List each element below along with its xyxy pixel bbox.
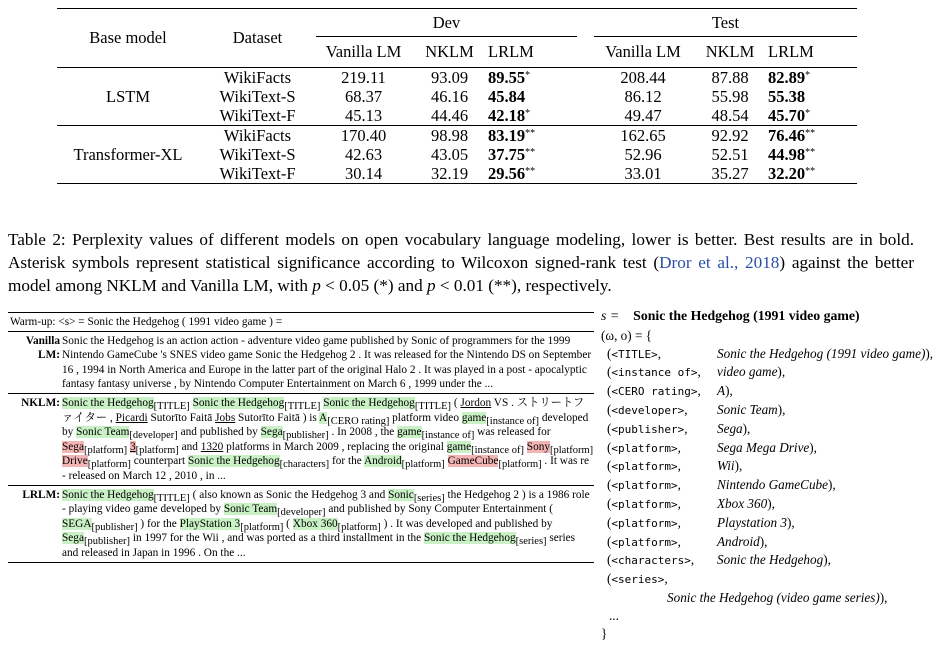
caption-text-1: Table 2: Perplexity values of different models on open vocabulary language modeling, lower is better. Best results are in bold. Asterisk symbols represent statistical significance according to Wilcoxon signed-rank test ( xyxy=(8,230,914,272)
significance-mark: ** xyxy=(525,147,536,158)
subject-line xyxy=(601,307,919,325)
relation-tag: [characters] xyxy=(279,459,330,471)
knowledge-base-panel xyxy=(601,307,933,642)
test-value-cell xyxy=(692,126,768,145)
dev-value-cell xyxy=(411,87,488,106)
relation-tag: [series] xyxy=(515,536,547,548)
example-label: NKLM: xyxy=(21,396,60,409)
test-value-cell xyxy=(692,164,768,183)
relation-tag: [publisher] xyxy=(282,430,329,442)
value: 32.19 xyxy=(430,164,469,183)
entity-span: game xyxy=(461,411,487,424)
header-dataset: Dataset xyxy=(232,28,283,47)
relation-tag: [platform] xyxy=(83,444,128,456)
value: 46.16 xyxy=(430,87,469,106)
generation-examples xyxy=(8,312,594,563)
text-span: Sutorīto Faitā ) is xyxy=(235,411,320,424)
example-text xyxy=(61,488,594,561)
entity-span: Jobs xyxy=(215,411,236,424)
relation-object: Sonic the Hedgehog xyxy=(717,552,824,568)
relation-object: video game xyxy=(717,364,778,380)
relation-object: Nintendo GameCube xyxy=(717,477,828,493)
series-relation: (<series>, xyxy=(607,571,668,587)
entity-span: Sonic the Hedgehog xyxy=(424,532,516,545)
header-dev: Dev xyxy=(316,9,577,37)
dataset-cell: WikiFacts xyxy=(223,126,292,145)
dev-value-cell xyxy=(411,126,488,145)
relation-cell: (<CERO rating>, xyxy=(607,383,701,399)
entity-span: Sega xyxy=(260,426,283,439)
relation-row: (<platform>, Android), xyxy=(601,533,919,552)
model-cell xyxy=(57,164,199,183)
value: 55.98 xyxy=(711,87,749,106)
header-dev-nklm: NKLM xyxy=(425,42,474,61)
caption-text-4: < 0.01 (**), respectively. xyxy=(435,276,612,295)
value: 44.98 xyxy=(768,145,806,164)
relation-tag: [platform] xyxy=(401,459,445,471)
relation-row: (<platform>, Wii), xyxy=(601,457,919,476)
entity-span: A xyxy=(319,411,328,424)
relation-tag: [platform] xyxy=(240,521,284,533)
dev-value-cell xyxy=(316,106,411,126)
relation-name: <developer> xyxy=(611,403,685,417)
relation-tag: [platform] xyxy=(87,459,131,471)
dev-value-cell xyxy=(411,164,488,183)
entity-span: 1320 xyxy=(200,440,224,453)
relation-tag: [publisher] xyxy=(83,536,131,548)
test-value-cell xyxy=(594,87,692,106)
table-row xyxy=(57,87,857,106)
text-span: and published by xyxy=(177,426,261,439)
test-value-cell xyxy=(594,68,692,87)
text-span: Sutorīto Faitā xyxy=(147,411,216,424)
relation-tag: [CERO rating] xyxy=(327,415,390,427)
relation-name: <instance of> xyxy=(611,366,698,380)
relation-object: Playstation 3 xyxy=(717,514,787,530)
table-caption xyxy=(8,228,914,297)
dataset-cell: WikiFacts xyxy=(223,68,292,87)
entity-span: Picardi xyxy=(115,411,148,424)
relation-cell: (<platform>, xyxy=(607,477,681,493)
value: 170.40 xyxy=(340,126,387,145)
dev-value-cell xyxy=(411,145,488,164)
text-span: ( xyxy=(283,517,293,530)
relation-tag: [developer] xyxy=(277,507,326,519)
test-value-cell xyxy=(768,68,857,87)
relation-name: <series> xyxy=(611,573,665,587)
dev-value-cell xyxy=(488,87,577,106)
value: 30.14 xyxy=(344,164,383,183)
value: 49.47 xyxy=(624,106,662,125)
table-row xyxy=(57,106,857,126)
model-cell xyxy=(57,106,199,126)
citation-link[interactable]: Dror et al., 2018 xyxy=(659,253,780,272)
entity-span: Sonic the Hedgehog xyxy=(62,396,154,409)
relation-cell: (<publisher>, xyxy=(607,420,688,436)
table-row xyxy=(57,68,857,87)
relation-row: (<publisher>, Sega), xyxy=(601,420,919,439)
relation-tag: [platform] xyxy=(337,521,381,533)
entity-span: PlayStation 3 xyxy=(179,517,241,530)
relation-name: <platform> xyxy=(611,460,678,474)
dev-value-cell xyxy=(488,145,577,164)
test-value-cell xyxy=(594,164,692,183)
text-span: in 1997 for the Wii , and was ported as a third installment in the xyxy=(130,532,424,545)
table-row xyxy=(57,164,857,183)
text-span: and published by Sony Computer Entertainment ( xyxy=(325,503,554,516)
entity-span: Sonic the Hedgehog xyxy=(187,455,280,468)
value: 82.89 xyxy=(768,68,806,87)
header-test-vanilla: Vanilla LM xyxy=(605,42,681,61)
value: 44.46 xyxy=(430,106,469,125)
relation-tag: [instance of] xyxy=(486,415,540,427)
entity-span: Drive xyxy=(62,455,88,468)
relation-name: <CERO rating> xyxy=(611,385,698,399)
test-value-cell xyxy=(768,106,857,126)
entity-span: Sonic Team xyxy=(76,426,130,439)
series-object: Sonic the Hedgehog (video game series)), xyxy=(667,589,888,605)
relation-object: Xbox 360 xyxy=(717,495,768,511)
model-cell: LSTM xyxy=(105,87,150,106)
entity-span: 3 xyxy=(129,440,136,453)
entity-span: Sega xyxy=(62,532,84,545)
relation-name: <platform> xyxy=(611,441,678,455)
relation-tag: [series] xyxy=(413,492,445,504)
caption-text-3: < 0.05 (*) and xyxy=(320,276,427,295)
relation-cell: (<platform>, xyxy=(607,495,681,511)
test-value-cell xyxy=(692,87,768,106)
test-value-cell xyxy=(594,126,692,145)
model-cell xyxy=(57,68,199,87)
text-span: ) for the xyxy=(137,517,180,530)
entity-span: Sonic the Hedgehog xyxy=(323,396,415,409)
value: 52.51 xyxy=(711,145,749,164)
value: 55.38 xyxy=(768,87,806,106)
value: 45.84 xyxy=(488,87,526,106)
significance-mark: * xyxy=(525,108,531,119)
entity-span: Sega xyxy=(62,440,84,453)
header-test-nklm: NKLM xyxy=(705,42,755,61)
value: 98.98 xyxy=(430,126,469,145)
relation-cell: (<TITLE>, xyxy=(607,345,662,361)
relation-tag: [developer] xyxy=(129,430,178,442)
dev-value-cell xyxy=(411,106,488,126)
test-value-cell xyxy=(594,145,692,164)
relation-tag: [TITLE] xyxy=(153,492,190,504)
dev-value-cell xyxy=(488,164,577,183)
test-value-cell xyxy=(768,87,857,106)
results-table xyxy=(57,8,857,184)
text-span: ( xyxy=(451,396,461,409)
relation-row: (<CERO rating>, A), xyxy=(601,382,919,401)
dev-value-cell xyxy=(316,87,411,106)
relation-row: (<instance of>, video game), xyxy=(601,363,919,382)
significance-mark: * xyxy=(805,70,811,81)
dev-value-cell xyxy=(316,145,411,164)
test-value-cell xyxy=(692,106,768,126)
relation-cell: (<instance of>, xyxy=(607,364,701,380)
header-dev-lrlm: LRLM xyxy=(488,42,534,61)
example-vanilla xyxy=(8,332,594,394)
value: 33.01 xyxy=(624,164,662,183)
text-span: series and released in Japan in 1996 . On the ... xyxy=(62,532,576,559)
text-span: platforms in March 2009 , replacing the original xyxy=(223,440,447,453)
dev-value-cell xyxy=(488,68,577,87)
relation-name: <platform> xyxy=(611,497,678,511)
value: 37.75 xyxy=(488,145,526,164)
relation-cell: (<platform>, xyxy=(607,514,681,530)
relation-name: <platform> xyxy=(611,479,678,493)
dataset-cell: WikiText-F xyxy=(219,106,296,125)
example-lrlm xyxy=(8,486,594,563)
value: 52.96 xyxy=(624,145,662,164)
significance-mark: ** xyxy=(525,128,536,139)
value: 42.63 xyxy=(344,145,383,164)
value: 45.70 xyxy=(768,106,806,125)
caption-p-symbol: p xyxy=(426,276,436,295)
value: 68.37 xyxy=(344,87,383,106)
value: 86.12 xyxy=(624,87,662,106)
header-test: Test xyxy=(594,9,857,37)
set-open: (ω, o) = { xyxy=(601,327,653,343)
dataset-cell: WikiText-S xyxy=(219,87,296,106)
example-text: Sonic the Hedgehog is an action action - adventure video game published by Sonic of programmers for the 1999 Nintendo GameCube 's SNES video game Sonic the Hedgehog 2 . It was released for the Nintendo DS on September 16 , 1994 in North America and Europe in the latter part of the original Halo 2 . It was played in a post - apocalyptic fantasy fantasy universe , by Nintendo Computer Entertainment on March 6 , 1999 under the ... xyxy=(62,334,592,391)
relation-row: (<platform>, Xbox 360), xyxy=(601,495,919,514)
test-value-cell xyxy=(768,164,857,183)
significance-mark: ** xyxy=(525,166,536,177)
relation-object: Sega xyxy=(717,420,743,436)
dev-value-cell xyxy=(488,126,577,145)
relation-object: Sonic the Hedgehog (video game series) xyxy=(667,589,880,605)
relation-tag: [platform] xyxy=(550,444,594,456)
warmup-line: Warm-up: <s> = Sonic the Hedgehog ( 1991 video game ) = xyxy=(8,313,594,332)
value: 87.88 xyxy=(711,68,749,87)
relation-cell: (<characters>, xyxy=(607,552,695,568)
caption-text-2: ) against the better model among NKLM and Vanilla LM, with xyxy=(8,253,915,295)
value: 48.54 xyxy=(711,106,749,125)
relation-list xyxy=(601,345,933,571)
dataset-cell: WikiText-F xyxy=(219,164,296,183)
text-span: . In 2008 , the xyxy=(328,426,398,439)
example-label: Vanilla LM: xyxy=(25,334,60,362)
value: 93.09 xyxy=(430,68,469,87)
subject-label: s = xyxy=(601,308,620,323)
relation-tag: [platform] xyxy=(498,459,542,471)
value: 162.65 xyxy=(620,126,666,145)
relation-name: <TITLE> xyxy=(611,347,658,361)
text-span: ) . It was developed and published by xyxy=(380,517,553,530)
relation-row: (<developer>, Sonic Team), xyxy=(601,401,919,420)
relation-row: (<platform>, Sega Mega Drive), xyxy=(601,439,919,458)
value: 45.13 xyxy=(344,106,383,125)
text-span: the Hedgehog 2 ) is a 1986 role - playing video game developed by xyxy=(62,488,590,516)
entity-span: game xyxy=(397,426,422,439)
test-value-cell xyxy=(692,145,768,164)
test-value-cell xyxy=(768,145,857,164)
significance-mark: ** xyxy=(805,128,816,139)
dev-value-cell xyxy=(316,68,411,87)
relation-row: (<characters>, Sonic the Hedgehog), xyxy=(601,551,919,570)
value: 29.56 xyxy=(488,164,526,183)
entity-span: Sonic the Hedgehog xyxy=(62,488,154,501)
entity-span: Sony xyxy=(526,440,551,453)
dev-value-cell xyxy=(316,164,411,183)
relation-name: <platform> xyxy=(611,516,678,530)
relation-object: Sonic the Hedgehog (1991 video game) xyxy=(717,345,926,361)
text-span: ( also known as Sonic the Hedgehog 3 and xyxy=(189,488,389,501)
subject-value: Sonic the Hedgehog (1991 video game) xyxy=(633,308,860,323)
model-cell: Transformer-XL xyxy=(73,145,183,164)
relation-tag: [instance of] xyxy=(471,444,524,456)
test-value-cell xyxy=(594,106,692,126)
entity-span: Sonic Team xyxy=(223,503,278,516)
relation-cell: (<platform>, xyxy=(607,533,681,549)
results-body xyxy=(57,68,857,183)
text-span: counterpart xyxy=(130,455,188,468)
value: 43.05 xyxy=(430,145,469,164)
text-span: for the xyxy=(329,455,364,468)
text-span: platform video xyxy=(389,411,462,424)
dataset-cell: WikiText-S xyxy=(219,145,296,164)
relation-object: Wii xyxy=(717,458,735,474)
significance-mark: * xyxy=(525,70,531,81)
table-row xyxy=(57,126,857,145)
entity-span: game xyxy=(446,440,472,453)
relation-tag: [TITLE] xyxy=(414,400,451,412)
text-span: and xyxy=(178,440,201,453)
relation-object: A xyxy=(717,383,726,399)
relation-cell: (<platform>, xyxy=(607,439,681,455)
entity-span: Android xyxy=(363,455,402,468)
value: 92.92 xyxy=(711,126,749,145)
value: 35.27 xyxy=(711,164,749,183)
relation-cell: (<platform>, xyxy=(607,458,681,474)
text-span: developed by xyxy=(62,411,589,439)
relation-tag: [publisher] xyxy=(91,521,138,533)
kb-ellipsis: ... xyxy=(609,607,619,623)
value: 32.20 xyxy=(768,164,806,183)
entity-span: SEGA xyxy=(62,517,92,530)
dev-value-cell xyxy=(411,68,488,87)
header-test-lrlm: LRLM xyxy=(768,42,814,61)
header-base-model: Base model xyxy=(89,28,167,47)
value: 83.19 xyxy=(488,126,526,145)
relation-row: (<TITLE>, Sonic the Hedgehog (1991 video game)), xyxy=(601,345,919,364)
relation-object: Sega Mega Drive xyxy=(717,439,810,455)
example-text xyxy=(61,396,594,484)
relation-name: <characters> xyxy=(611,554,691,568)
relation-object: Android xyxy=(717,533,760,549)
relation-name: <publisher> xyxy=(611,422,685,436)
relation-tag: [instance of] xyxy=(421,430,475,442)
relation-tag: [TITLE] xyxy=(284,400,321,412)
example-label: LRLM: xyxy=(22,488,60,501)
significance-mark: * xyxy=(805,108,811,119)
relation-tag: [platform] xyxy=(135,444,179,456)
relation-row: (<platform>, Nintendo GameCube), xyxy=(601,476,919,495)
entity-span: GameCube xyxy=(447,455,499,468)
entity-span: Xbox 360 xyxy=(292,517,338,530)
header-dev-vanilla: Vanilla LM xyxy=(325,42,402,61)
text-span: was released for xyxy=(474,426,551,439)
entity-span: Jordon xyxy=(460,396,492,409)
test-value-cell xyxy=(768,126,857,145)
value: 42.18 xyxy=(488,106,526,125)
model-cell xyxy=(57,126,199,145)
value: 89.55 xyxy=(488,68,526,87)
relation-object: Sonic Team xyxy=(717,401,778,417)
entity-span: Sonic xyxy=(388,488,414,501)
relation-row: (<platform>, Playstation 3), xyxy=(601,514,919,533)
table-row xyxy=(57,145,857,164)
text-span: . It was re - released on March 12 , 2010 , in ... xyxy=(62,455,589,482)
test-value-cell xyxy=(692,68,768,87)
value: 76.46 xyxy=(768,126,806,145)
relation-tag: [TITLE] xyxy=(153,400,190,412)
caption-p-symbol: p xyxy=(312,276,321,295)
relation-cell: (<developer>, xyxy=(607,401,688,417)
significance-mark: ** xyxy=(805,147,816,158)
entity-span: Sonic the Hedgehog xyxy=(192,396,285,409)
relation-name: <platform> xyxy=(611,535,678,549)
text-span: VS . ストリートファイター , xyxy=(62,396,585,424)
example-nklm xyxy=(8,394,594,486)
dev-value-cell xyxy=(316,126,411,145)
value: 208.44 xyxy=(620,68,666,87)
dev-value-cell xyxy=(488,106,577,126)
set-close: } xyxy=(601,625,608,641)
significance-mark: ** xyxy=(805,166,816,177)
value: 219.11 xyxy=(341,68,386,87)
